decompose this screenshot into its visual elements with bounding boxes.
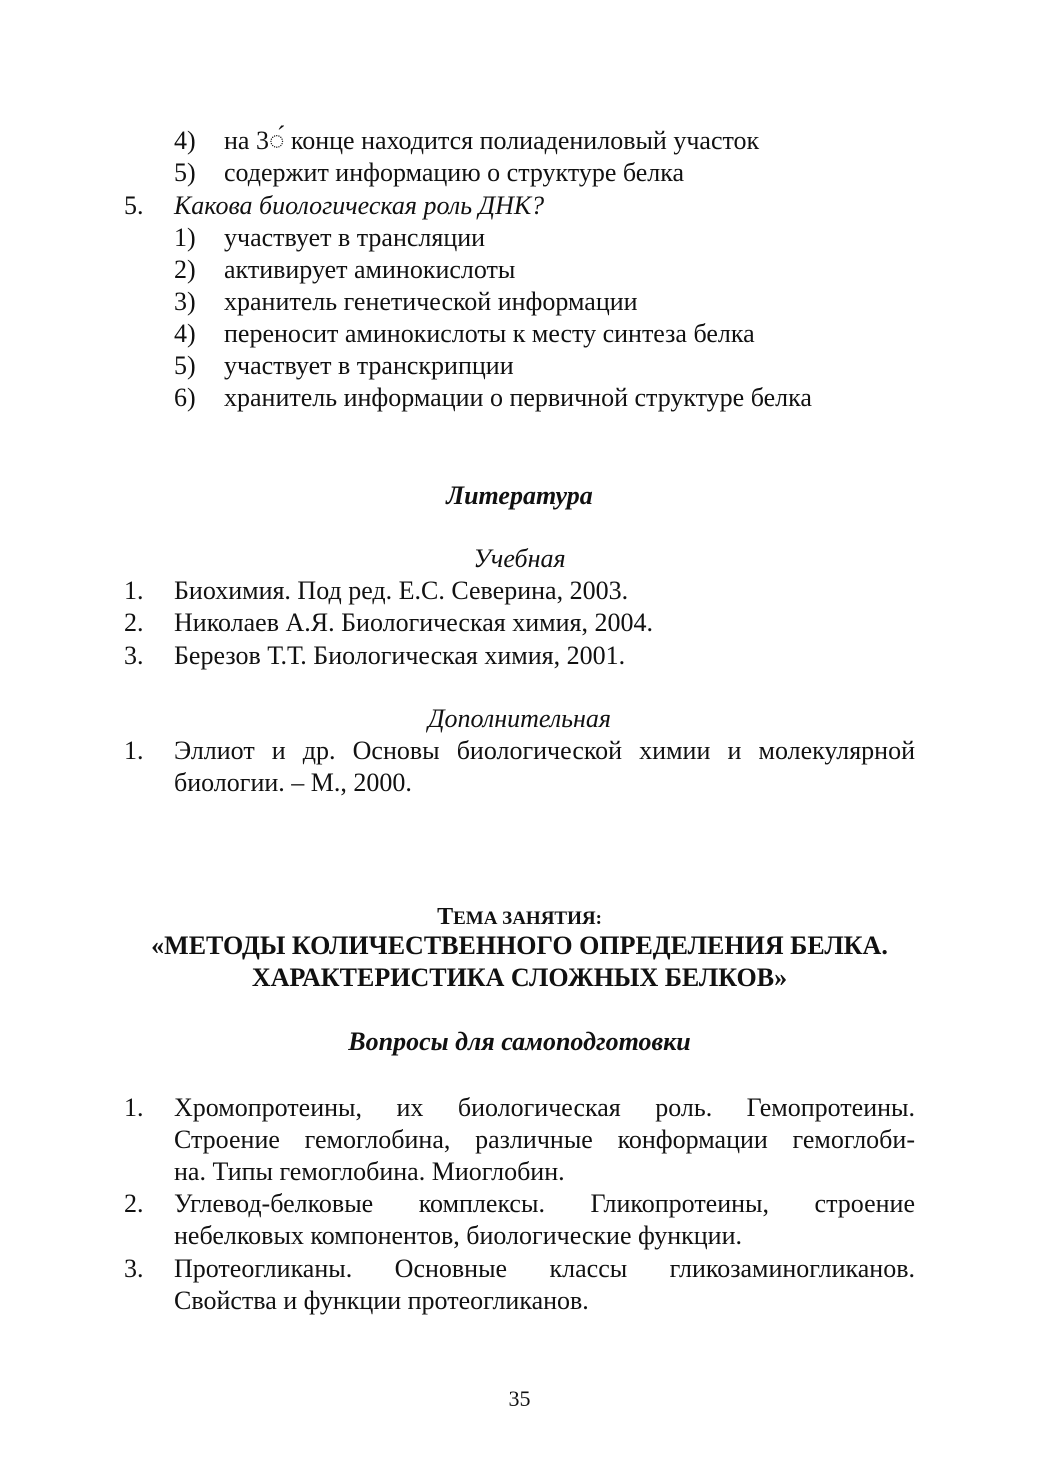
reference-number: 2. — [124, 608, 144, 637]
option-number: 6) — [174, 383, 196, 412]
option-text: участвует в транскрипции — [224, 351, 514, 380]
question-number: 5. — [124, 191, 144, 220]
self-study-heading: Вопросы для самоподготовки — [348, 1027, 691, 1056]
option-number: 1) — [174, 223, 196, 252]
question-number: 1. — [124, 1093, 144, 1122]
topic-title-line-2: ХАРАКТЕРИСТИКА СЛОЖНЫХ БЕЛКОВ» — [251, 963, 788, 992]
question-text-line: Строение гемоглобина, различные конформации гемоглоби- — [174, 1125, 915, 1154]
reference-number: 3. — [124, 641, 144, 670]
list-item-number: 5) — [174, 158, 196, 187]
option-text: хранитель информации о первичной структуре белка — [224, 383, 812, 412]
question-text-line: Углевод-белковые комплексы. Гликопротеины, строение — [174, 1189, 915, 1218]
literature-heading: Литература — [446, 481, 593, 510]
option-number: 2) — [174, 255, 196, 284]
question-text-line: Свойства и функции протеогликанов. — [174, 1286, 589, 1315]
question-text-line: Протеогликаны. Основные классы гликозаминогликанов. — [174, 1254, 915, 1283]
reference-text: Биохимия. Под ред. Е.С. Северина, 2003. — [174, 576, 629, 605]
option-text: переносит аминокислоты к месту синтеза белка — [224, 319, 755, 348]
question-text: Какова биологическая роль ДНК? — [174, 191, 545, 220]
question-number: 3. — [124, 1254, 144, 1283]
reference-text: Николаев А.Я. Биологическая химия, 2004. — [174, 608, 653, 637]
topic-label: ТЕМА ЗАНЯТИЯ: — [437, 904, 602, 930]
list-item-number: 4) — [174, 126, 196, 155]
question-number: 2. — [124, 1189, 144, 1218]
reference-text: Эллиот и др. Основы биологической химии и молекулярной — [174, 736, 915, 765]
reference-number: 1. — [124, 736, 144, 765]
reference-number: 1. — [124, 576, 144, 605]
option-number: 3) — [174, 287, 196, 316]
main-literature-heading: Учебная — [473, 544, 566, 573]
option-number: 5) — [174, 351, 196, 380]
option-text: хранитель генетической информации — [224, 287, 638, 316]
list-item-text: содержит информацию о структуре белка — [224, 158, 685, 187]
page-number: 35 — [508, 1386, 531, 1411]
question-text-line: на. Типы гемоглобина. Миоглобин. — [174, 1157, 565, 1186]
question-text-line: Хромопротеины, их биологическая роль. Гемопротеины. — [174, 1093, 915, 1122]
reference-text: Березов Т.Т. Биологическая химия, 2001. — [174, 641, 626, 670]
list-item-text: на 3◌́ конце находится полиадениловый участок — [224, 126, 760, 155]
option-number: 4) — [174, 319, 196, 348]
reference-text-continued: биологии. – М., 2000. — [174, 768, 412, 797]
question-text-line: небелковых компонентов, биологические функции. — [174, 1221, 742, 1250]
option-text: активирует аминокислоты — [224, 255, 516, 284]
additional-literature-heading: Дополнительная — [428, 704, 611, 733]
option-text: участвует в трансляции — [224, 223, 486, 252]
topic-title-line-1: «МЕТОДЫ КОЛИЧЕСТВЕННОГО ОПРЕДЕЛЕНИЯ БЕЛКА. — [151, 931, 888, 960]
